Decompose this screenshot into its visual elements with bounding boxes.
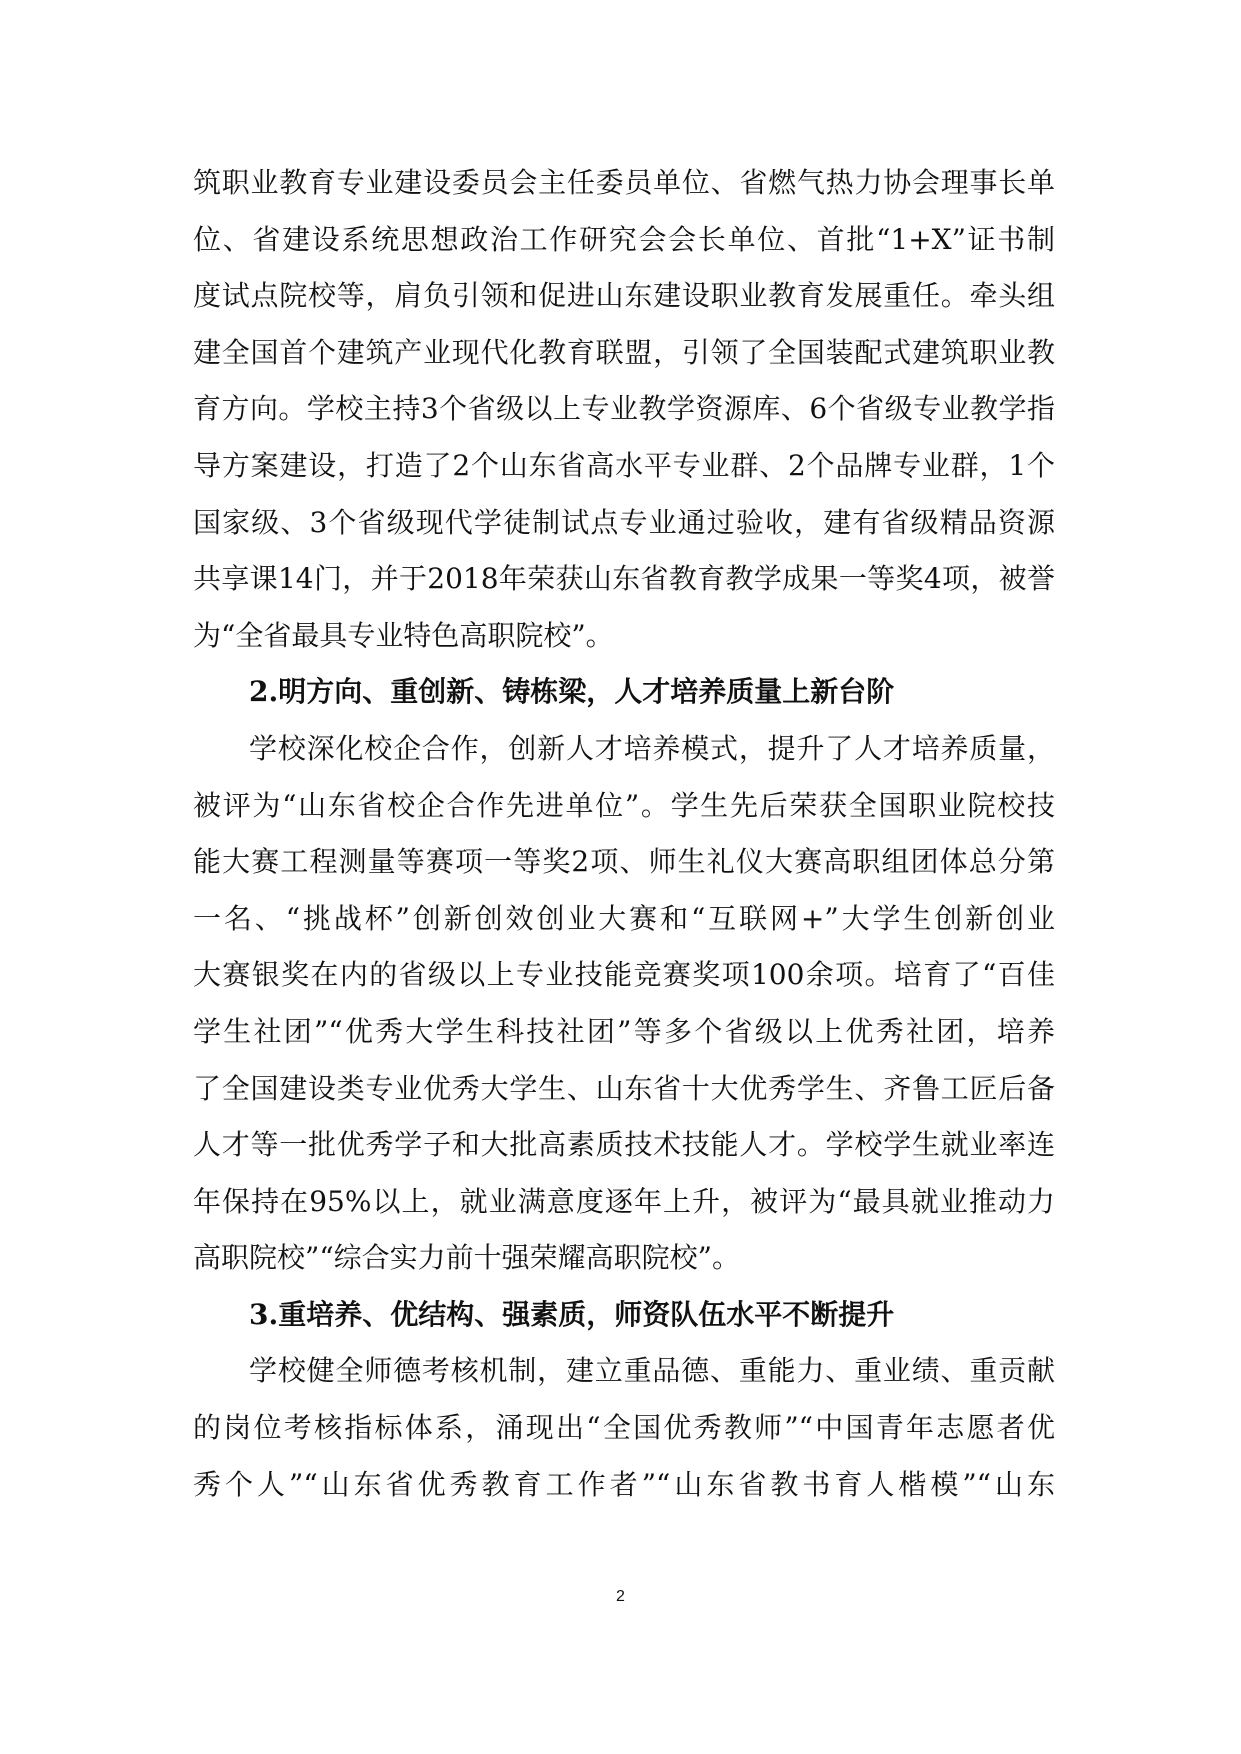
text-line-7: 国家级、3个省级现代学徒制试点专业通过验收，建有省级精品资源	[193, 505, 1055, 539]
text-line-23: 的岗位考核指标体系，涌现出“全国优秀教师”“中国青年志愿者优	[193, 1411, 1055, 1445]
section-heading-2: 2.明方向、重创新、铸栋梁，人才培养质量上新台阶	[249, 675, 895, 709]
text-line-18: 人才等一批优秀学子和大批高素质技术技能人才。学校学生就业率连	[193, 1128, 1055, 1162]
text-line-15: 大赛银奖在内的省级以上专业技能竞赛奖项100余项。培育了“百佳	[193, 958, 1055, 992]
page-number: 2	[616, 1588, 625, 1605]
text-line-13: 能大赛工程测量等赛项一等奖2项、师生礼仪大赛高职组团体总分第	[193, 845, 1055, 879]
text-line-22: 学校健全师德考核机制，建立重品德、重能力、重业绩、重贡献	[249, 1354, 1055, 1388]
text-line-5: 育方向。学校主持3个省级以上专业教学资源库、6个省级专业教学指	[193, 392, 1055, 426]
text-line-9: 为“全省最具专业特色高职院校”。	[193, 618, 614, 652]
text-line-8: 共享课14门，并于2018年荣获山东省教育教学成果一等奖4项，被誉	[193, 562, 1055, 596]
text-line-19: 年保持在95%以上，就业满意度逐年上升，被评为“最具就业推动力	[193, 1184, 1055, 1218]
document-body	[193, 155, 1055, 1513]
text-line-4: 建全国首个建筑产业现代化教育联盟，引领了全国装配式建筑职业教	[193, 335, 1055, 369]
text-line-20: 高职院校”“综合实力前十强荣耀高职院校”。	[193, 1241, 740, 1275]
text-line-1: 筑职业教育专业建设委员会主任委员单位、省燃气热力协会理事长单	[193, 166, 1055, 199]
text-line-3: 度试点院校等，肩负引领和促进山东建设职业教育发展重任。牵头组	[193, 279, 1055, 313]
text-line-16: 学生社团”“优秀大学生科技社团”等多个省级以上优秀社团，培养	[193, 1014, 1055, 1048]
section-heading-3: 3.重培养、优结构、强素质，师资队伍水平不断提升	[249, 1297, 895, 1331]
text-line-11: 学校深化校企合作，创新人才培养模式，提升了人才培养质量，	[249, 731, 1055, 765]
text-line-12: 被评为“山东省校企合作先进单位”。学生先后荣获全国职业院校技	[193, 788, 1055, 822]
text-line-2: 位、省建设系统思想政治工作研究会会长单位、首批“1+X”证书制	[193, 222, 1055, 256]
text-line-24: 秀个人”“山东省优秀教育工作者”“山东省教书育人楷模”“山东	[193, 1467, 1055, 1501]
text-line-14: 一名、“挑战杯”创新创效创业大赛和“互联网+”大学生创新创业	[193, 901, 1055, 935]
text-line-6: 导方案建设，打造了2个山东省高水平专业群、2个品牌专业群，1个	[193, 448, 1055, 482]
text-line-17: 了全国建设类专业优秀大学生、山东省十大优秀学生、齐鲁工匠后备	[193, 1071, 1055, 1105]
